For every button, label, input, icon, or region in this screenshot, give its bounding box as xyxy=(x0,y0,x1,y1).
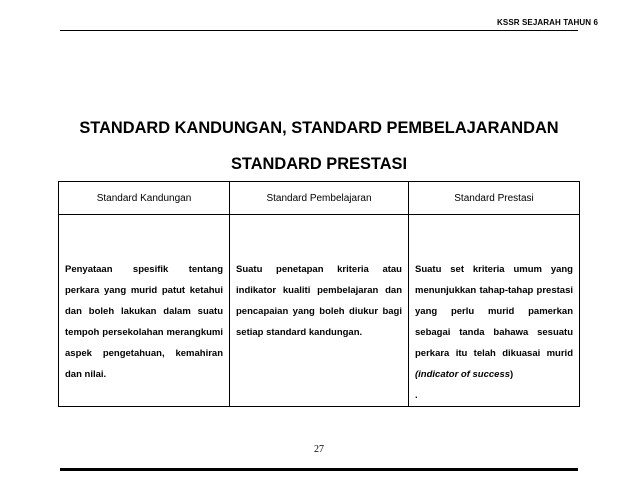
prestasi-dot: . xyxy=(415,390,418,401)
title-line-2: STANDARD PRESTASI xyxy=(230,155,408,173)
indicator-of-success: (indicator of success xyxy=(415,369,511,380)
standards-table xyxy=(58,181,580,407)
footer-rule xyxy=(60,468,578,471)
header-standard-pembelajaran: Standard Pembelajaran xyxy=(230,182,409,215)
prestasi-close-paren: ) xyxy=(510,369,514,380)
header-rule xyxy=(60,30,578,31)
page-number: 27 xyxy=(314,444,324,455)
header-standard-kandungan: Standard Kandungan xyxy=(59,182,230,215)
cell-standard-kandungan: Penyataan spesifik tentang perkara yang murid patut ketahui dan boleh lakukan dalam suatu tempoh persekolahan merangkumi aspek pengetahuan, kemahiran dan nilai. xyxy=(59,215,230,407)
header-standard-prestasi: Standard Prestasi xyxy=(409,182,580,215)
cell-standard-prestasi xyxy=(409,215,580,407)
page-title xyxy=(58,110,580,182)
table-row xyxy=(59,215,580,407)
prestasi-text: Suatu set kriteria umum yang menunjukkan tahap-tahap prestasi yang perlu murid pamerkan sebagai tanda bahawa sesuatu perkara itu telah dikuasai murid xyxy=(415,264,573,359)
title-line-1: STANDARD KANDUNGAN, STANDARD PEMBELAJARANDAN xyxy=(79,119,559,137)
cell-standard-pembelajaran: Suatu penetapan kriteria atau indikator kualiti pembelajaran dan pencapaian yang boleh diukur bagi setiap standard kandungan. xyxy=(230,215,409,407)
running-header: KSSR SEJARAH TAHUN 6 xyxy=(497,18,598,27)
table-header-row xyxy=(59,182,580,215)
